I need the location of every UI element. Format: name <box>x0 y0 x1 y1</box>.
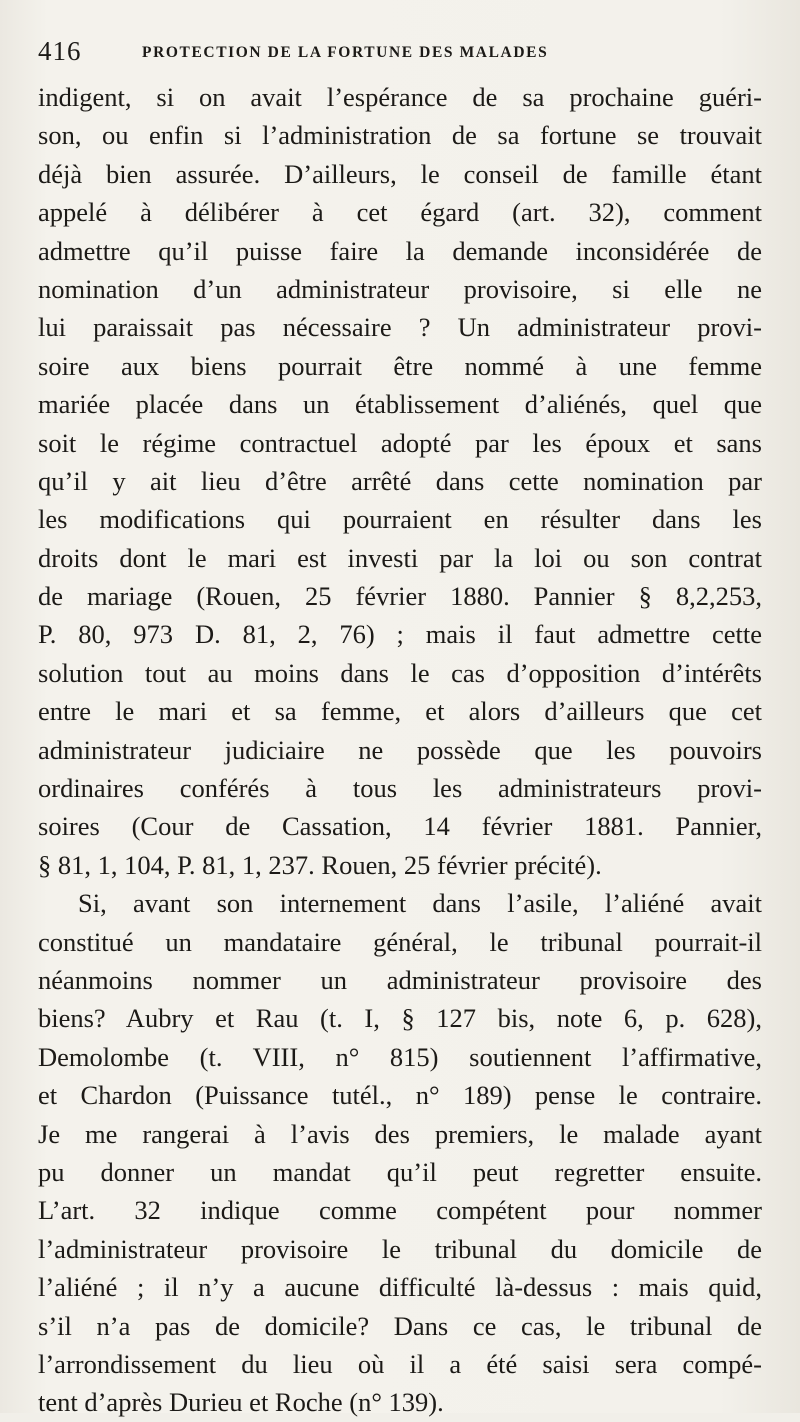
text-line: de mariage (Rouen, 25 février 1880. Pannier § 8,2,253, <box>38 581 762 612</box>
text-line: et Chardon (Puissance tutél., n° 189) pense le contraire. <box>38 1080 762 1111</box>
text-line: L’art. 32 indique comme compétent pour nommer <box>38 1195 762 1226</box>
text-line: son, ou enfin si l’administration de sa fortune se trouvait <box>38 120 762 151</box>
text-line: déjà bien assurée. D’ailleurs, le conseil de famille étant <box>38 158 762 189</box>
text-line: Demolombe (t. VIII, n° 815) soutiennent l’affirmative, <box>38 1041 762 1072</box>
text-line: § 81, 1, 104, P. 81, 1, 237. Rouen, 25 février précité). <box>38 849 602 880</box>
text-line: s’il n’a pas de domicile? Dans ce cas, le tribunal de <box>38 1310 762 1341</box>
text-line: tent d’après Durieu et Roche (n° 139). <box>38 1387 444 1418</box>
text-line: lui paraissait pas nécessaire ? Un administrateur provi- <box>38 312 762 343</box>
page-header <box>38 34 768 74</box>
text-line: Je me rangerai à l’avis des premiers, le malade ayant <box>38 1118 762 1149</box>
text-line: indigent, si on avait l’espérance de sa prochaine guéri- <box>38 82 762 112</box>
paragraph-first-line: Si, avant son internement dans l’asile, l’aliéné avait <box>78 888 762 919</box>
running-title: PROTECTION DE LA FORTUNE DES MALADES <box>142 44 549 61</box>
text-line: soire aux biens pourrait être nommé à une femme <box>38 350 762 381</box>
text-line: biens? Aubry et Rau (t. I, § 127 bis, note 6, p. 628), <box>38 1003 762 1034</box>
text-line: qu’il y ait lieu d’être arrêté dans cette nomination par <box>38 465 762 496</box>
page-number: 416 <box>38 36 82 66</box>
text-line: soit le régime contractuel adopté par les époux et sans <box>38 427 762 458</box>
text-line: mariée placée dans un établissement d’aliénés, quel que <box>38 389 762 420</box>
text-line: soires (Cour de Cassation, 14 février 1881. Pannier, <box>38 811 762 842</box>
text-line: l’aliéné ; il n’y a aucune difficulté là-dessus : mais quid, <box>38 1272 762 1303</box>
text-line: administrateur judiciaire ne possède que les pouvoirs <box>38 734 762 765</box>
text-line: admettre qu’il puisse faire la demande inconsidérée de <box>38 235 762 266</box>
body-text <box>38 78 762 1422</box>
text-line: l’arrondissement du lieu où il a été saisi sera compé- <box>38 1348 762 1379</box>
text-line: pu donner un mandat qu’il peut regretter ensuite. <box>38 1156 762 1187</box>
text-line: entre le mari et sa femme, et alors d’ailleurs que cet <box>38 696 762 727</box>
text-line: appelé à délibérer à cet égard (art. 32), comment <box>38 197 762 228</box>
text-line: les modifications qui pourraient en résulter dans les <box>38 504 762 535</box>
text-line: ordinaires conférés à tous les administrateurs provi- <box>38 773 762 804</box>
text-line: nomination d’un administrateur provisoire, si elle ne <box>38 273 762 304</box>
text-line: droits dont le mari est investi par la loi ou son contrat <box>38 542 762 573</box>
text-line: l’administrateur provisoire le tribunal du domicile de <box>38 1233 762 1264</box>
text-line: P. 80, 973 D. 81, 2, 76) ; mais il faut admettre cette <box>38 619 762 650</box>
text-line: constitué un mandataire général, le tribunal pourrait-il <box>38 926 762 957</box>
text-line: néanmoins nommer un administrateur provisoire des <box>38 964 762 995</box>
text-line: solution tout au moins dans le cas d’opposition d’intérêts <box>38 657 762 688</box>
